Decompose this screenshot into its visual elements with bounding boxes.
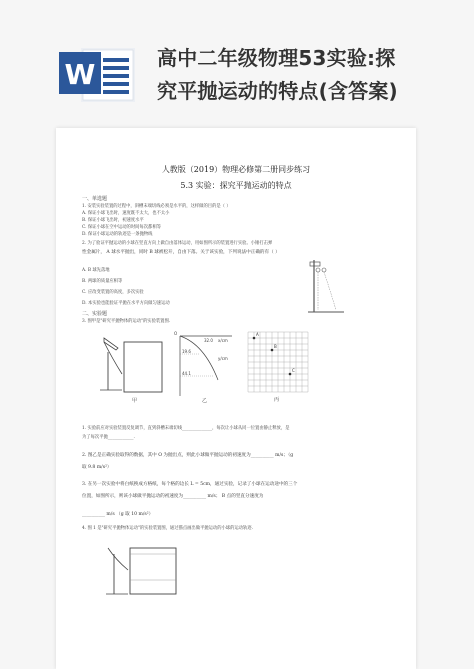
grid-point-b xyxy=(271,349,274,352)
question-3-part-1-cont: 为了每次平抛____________. xyxy=(82,435,135,440)
y-value-44-1-label: 44.1 xyxy=(182,371,191,376)
figure-3-grid-paper xyxy=(242,326,312,404)
y-axis-unit-label: y/cm xyxy=(218,356,228,361)
question-1-option-b: B. 保证小球飞出时，初速度水平 xyxy=(82,218,144,223)
section-heading-experiment: 二、实验题 xyxy=(82,311,108,317)
question-1-option-a: A. 保证小球飞出时，速度既不太大，也不太小 xyxy=(82,211,170,216)
question-3-part-2: 2. 图乙是正确实验取得的数据，其中 O 为抛出点，则此小球做平抛运动的初速度为__________ m/s；（g xyxy=(82,453,294,458)
document-title: 人教版（2019）物理必修第二册同步练习 xyxy=(161,165,311,174)
section-heading-single-choice: 一、单选题 xyxy=(82,196,108,202)
grid-point-b-label: B xyxy=(274,344,277,349)
question-1-option-d: D. 保证小球运动的轨迹是一条抛物线 xyxy=(82,232,153,237)
figure-3-label-yi: 乙 xyxy=(202,398,208,404)
origin-o-label: O xyxy=(174,331,178,336)
page-title-line-2: 究平抛运动的特点(含答案) xyxy=(157,79,398,103)
question-3: 3. 图甲是"研究平抛物体的运动"的实验装置图. xyxy=(82,319,171,324)
y-value-19-6-label: 19.6 xyxy=(182,349,191,354)
question-3-part-1: 1. 实验前应对实验装置反复调节，直到斜槽末端切线______________，每次让小球从同一位置由静止释放，是 xyxy=(82,426,290,431)
word-document-icon xyxy=(57,44,137,104)
question-2-line-1: 2. 为了验证平抛运动的小球在竖直方向上做自由落体运动，用如图所示的装置进行实验。小锤打击弹 xyxy=(82,241,273,246)
falling-balls-apparatus-figure xyxy=(306,256,346,316)
document-subtitle: 5.3 实验：探究平抛运动的特点 xyxy=(180,181,292,190)
grid-point-c xyxy=(289,373,292,376)
figure-3-apparatus xyxy=(96,328,166,404)
question-2-line-2: 性金属片， A 球水平抛出，同时 B 球被松开，自由下落。关于该实验，下列说法中正确的有（ ） xyxy=(82,250,280,255)
figure-3-label-jia: 甲 xyxy=(132,398,138,404)
grid-point-c-label: C xyxy=(292,368,295,373)
grid-point-a xyxy=(253,337,256,340)
question-4: 4. 图 1 是"研究平抛物体运动"的实验装置图，通过描点画出做平抛运动的小球的运动轨迹. xyxy=(82,526,253,531)
question-3-part-2-cont: 取 9.8 m/s²） xyxy=(82,465,112,470)
document-page xyxy=(56,128,416,669)
question-3-part-3-end: __________ m/s （g 取 10 m/s²） xyxy=(82,512,154,517)
figure-3-trajectory-plot xyxy=(174,330,236,404)
x-value-32-label: 32.0 xyxy=(204,338,213,343)
question-2-option-a: A. B 球先落地 xyxy=(82,268,110,273)
question-3-part-3-cont: 位置，如图所示，则该小球做平抛运动的初速度为__________ m/s； B 点的竖直分速度为 xyxy=(82,494,264,499)
question-1-option-c: C. 保证小球在空中运动的时间每次都相等 xyxy=(82,225,161,230)
page-header xyxy=(0,0,474,112)
figure-3-label-bing: 丙 xyxy=(274,397,280,403)
question-2-option-d: D. 本实验也能验证平抛在水平方向做匀速运动 xyxy=(82,301,170,306)
question-2-option-b: B. 两球的质量应相等 xyxy=(82,279,123,284)
question-3-part-3: 3. 在另一次实验中将白纸换成方格纸，每个格的边长 L = 5cm，通过实验，记录了小球在运动途中的三个 xyxy=(82,482,298,487)
x-axis-unit-label: x/cm xyxy=(218,338,228,343)
grid-point-a-label: A xyxy=(256,332,259,337)
figure-4-apparatus xyxy=(104,540,180,598)
question-2-option-c: C. 应改变装置的高度，多次实验 xyxy=(82,290,144,295)
question-1: 1. 安装实验装置的过程中，斜槽末端切线必须是水平的，这样做的目的是（ ） xyxy=(82,204,231,209)
svg-text:W: W xyxy=(64,58,96,91)
page-title-line-1: 高中二年级物理53实验:探 xyxy=(157,46,396,70)
